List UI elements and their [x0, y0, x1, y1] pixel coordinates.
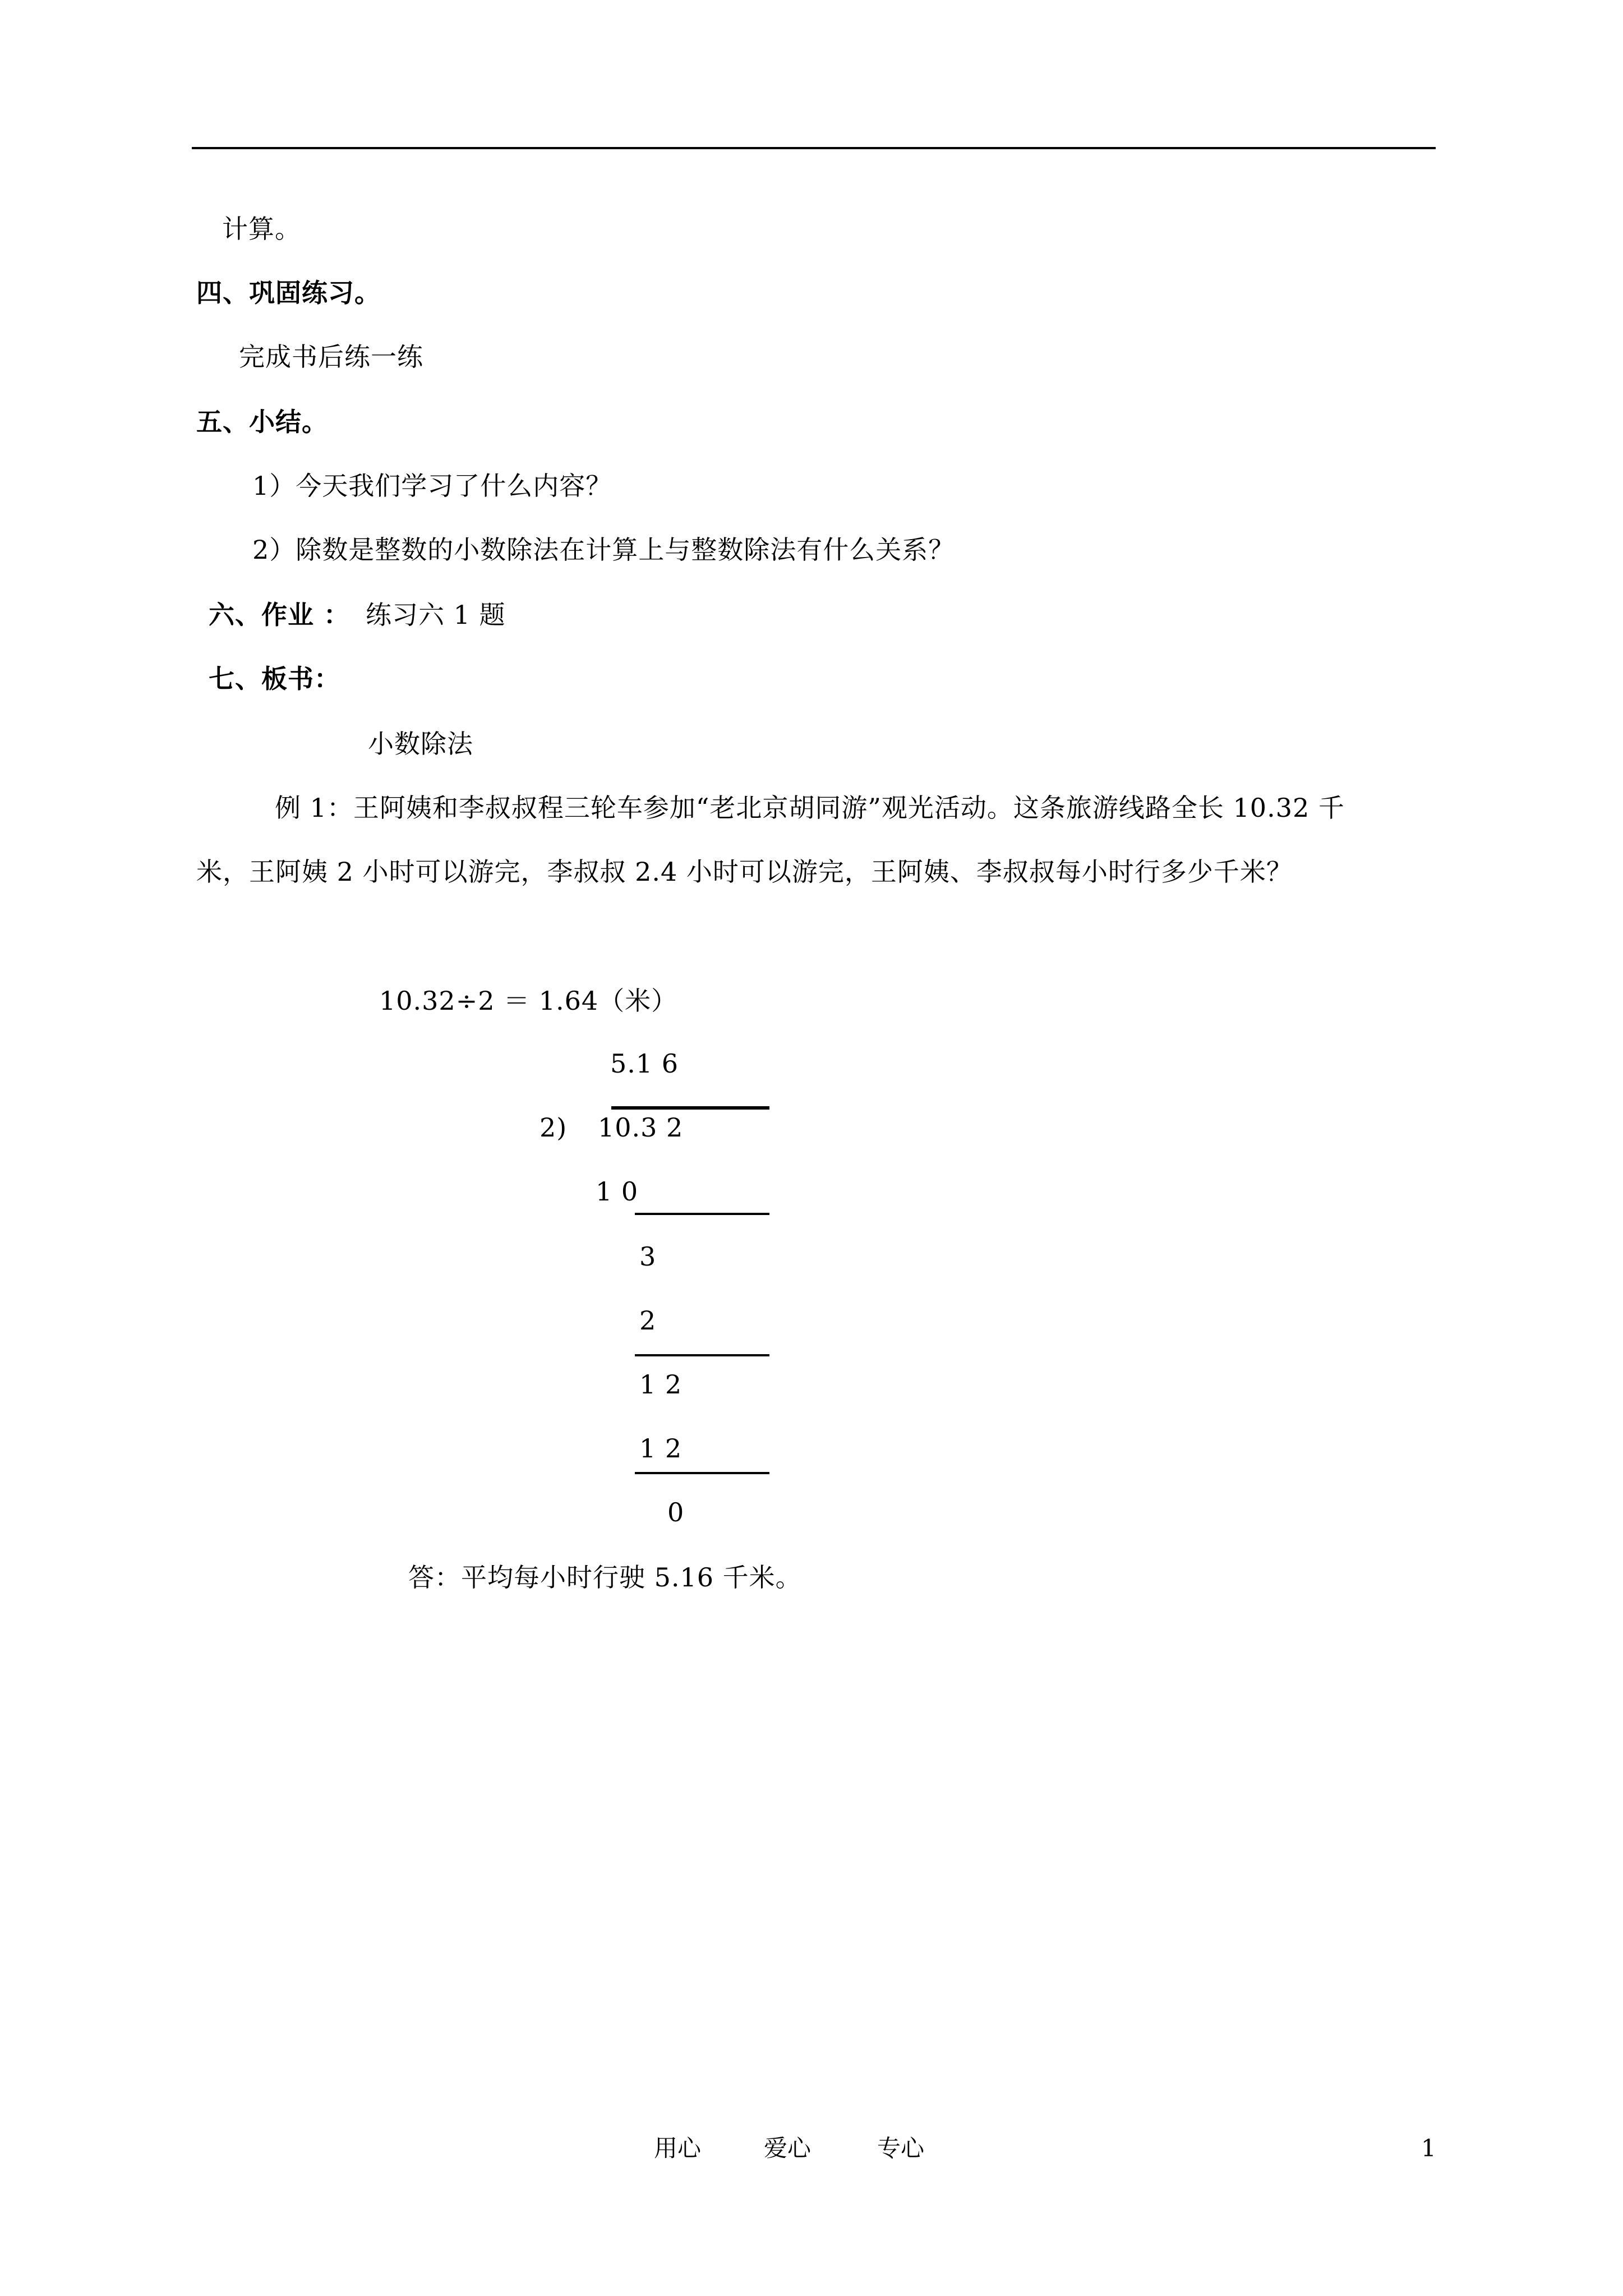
dividend: 10.3 2: [598, 1112, 684, 1143]
division-step-4: 1 2: [639, 1369, 683, 1400]
division-step-2: 3: [639, 1241, 657, 1272]
section-seven-heading: 七、板书：: [209, 664, 340, 694]
division-step-5: 1 2: [639, 1433, 683, 1464]
section-six-heading: 六、作业 ：: [209, 600, 351, 630]
page-number: 1: [1421, 2134, 1436, 2162]
division-line-3: [635, 1472, 769, 1474]
continuation-text: 计算。: [222, 214, 301, 244]
division-bar: [611, 1106, 769, 1110]
board-title: 小数除法: [368, 729, 473, 759]
header-rule: [192, 147, 1436, 149]
divisor: 2): [540, 1112, 568, 1143]
summary-item-2: 2）除数是整数的小数除法在计算上与整数除法有什么关系？: [252, 535, 955, 565]
division-line-1: [635, 1213, 769, 1215]
quotient: 5.1 6: [610, 1048, 679, 1079]
footer-label-3: 专心: [877, 2134, 925, 2162]
section-five-heading: 五、小结。: [196, 407, 328, 437]
division-line-2: [635, 1354, 769, 1356]
division-step-3: 2: [639, 1305, 657, 1336]
example-line-2: 米，王阿姨 2 小时可以游完，李叔叔 2.4 小时可以游完，王阿姨、李叔叔每小时行多少千米？: [196, 857, 1293, 887]
division-step-1: 1 0: [596, 1176, 639, 1207]
footer-label-2: 爱心: [764, 2134, 811, 2162]
answer-text: 答：平均每小时行驶 5.16 千米。: [408, 1562, 802, 1593]
section-four-text: 完成书后练一练: [239, 342, 423, 372]
section-four-heading: 四、巩固练习。: [196, 278, 381, 308]
summary-item-1: 1）今天我们学习了什么内容？: [252, 471, 612, 501]
equation: 10.32÷2 ＝ 1.64（米）: [379, 986, 678, 1016]
example-line-1: 例 1：王阿姨和李叔叔程三轮车参加“老北京胡同游”观光活动。这条旅游线路全长 10.32 千: [275, 793, 1345, 823]
division-remainder: 0: [667, 1497, 685, 1527]
section-six-text: 练习六 1 题: [366, 600, 506, 630]
footer-label-1: 用心: [654, 2134, 702, 2162]
